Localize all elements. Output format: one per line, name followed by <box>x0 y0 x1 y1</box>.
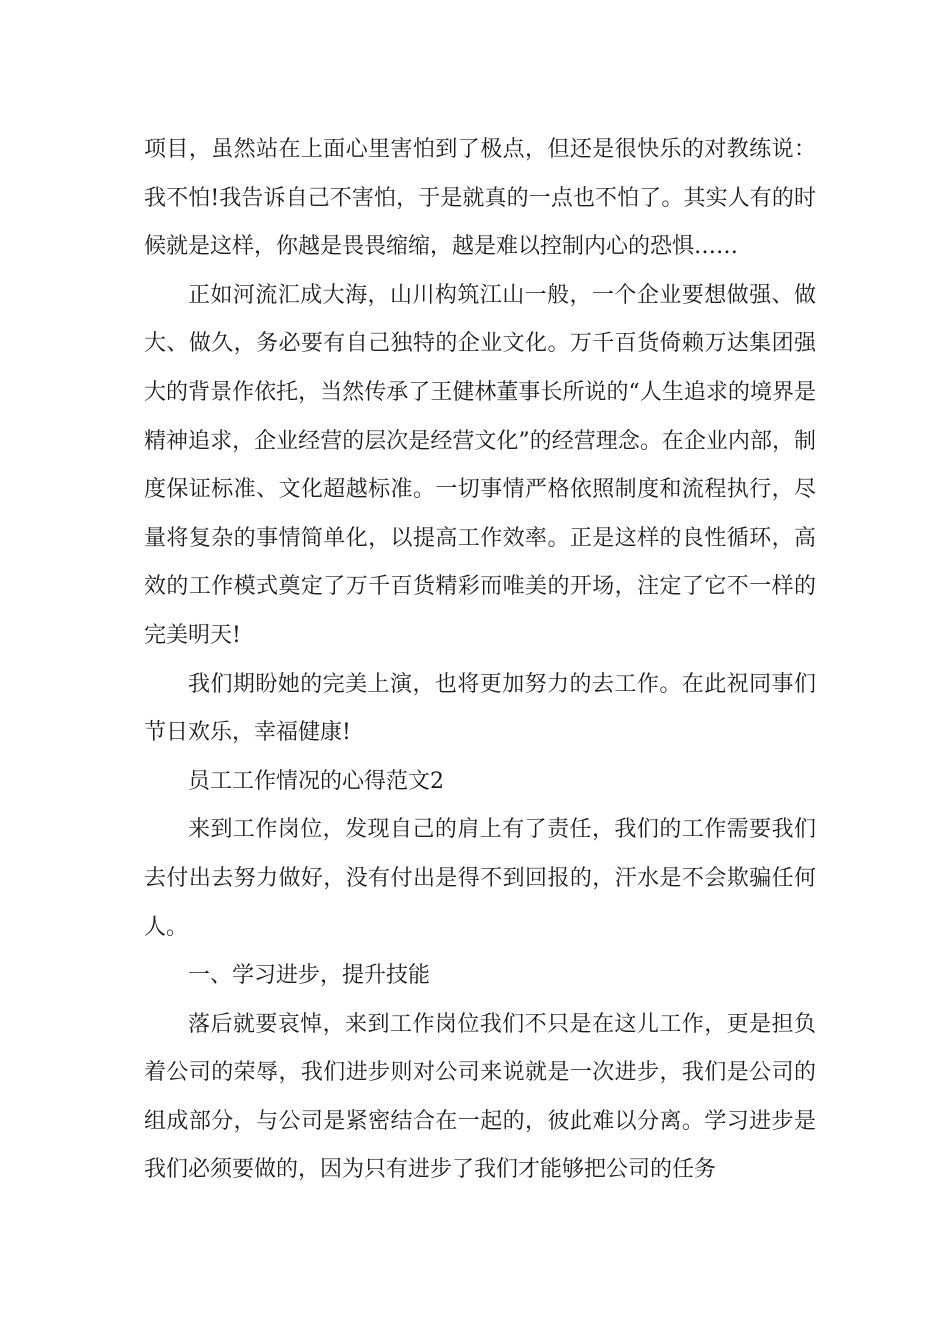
section-heading: 员工工作情况的心得范文2 <box>188 768 444 794</box>
paragraph-continuation: 项目，虽然站在上面心里害怕到了极点，但还是很快乐的对教练说：我不怕!我告诉自己不害怕，于是就真的一点也不怕了。其实人有的时候就是这样，你越是畏畏缩缩，越是难以控制内心的恐惧…… <box>144 137 816 260</box>
paragraph-closing-wishes: 我们期盼她的完美上演，也将更加努力的去工作。在此祝同事们节日欢乐，幸福健康! <box>144 671 816 746</box>
paragraph-intro: 来到工作岗位，发现自己的肩上有了责任，我们的工作需要我们去付出去努力做好，没有付出是得不到回报的，汗水是不会欺骗任何人。 <box>144 817 816 940</box>
paragraph-corporate-culture: 正如河流汇成大海，山川构筑江山一般，一个企业要想做强、做大、做久，务必要有自己独特的企业文化。万千百货倚赖万达集团强大的背景作依托，当然传承了王健林董事长所说的“人生追求的境界是精神追求，企业经营的层次是经营文化”的经营理念。在企业内部，制度保证标准、文化超越标准。一切事情严格依照制度和流程执行，尽量将复杂的事情简单化，以提高工作效率。正是这样的良性循环，高效的工作模式奠定了万千百货精彩而唯美的开场，注定了它不一样的完美明天! <box>144 282 816 648</box>
paragraph-learning: 落后就要哀悼，来到工作岗位我们不只是在这儿工作，更是担负着公司的荣辱，我们进步则对公司来说就是一次进步，我们是公司的组成部分，与公司是紧密结合在一起的，彼此难以分离。学习进步是我们必须要做的，因为只有进步了我们才能够把公司的任务 <box>144 1011 816 1183</box>
subsection-heading: 一、学习进步，提升技能 <box>188 963 431 989</box>
document-body <box>144 126 816 1195</box>
